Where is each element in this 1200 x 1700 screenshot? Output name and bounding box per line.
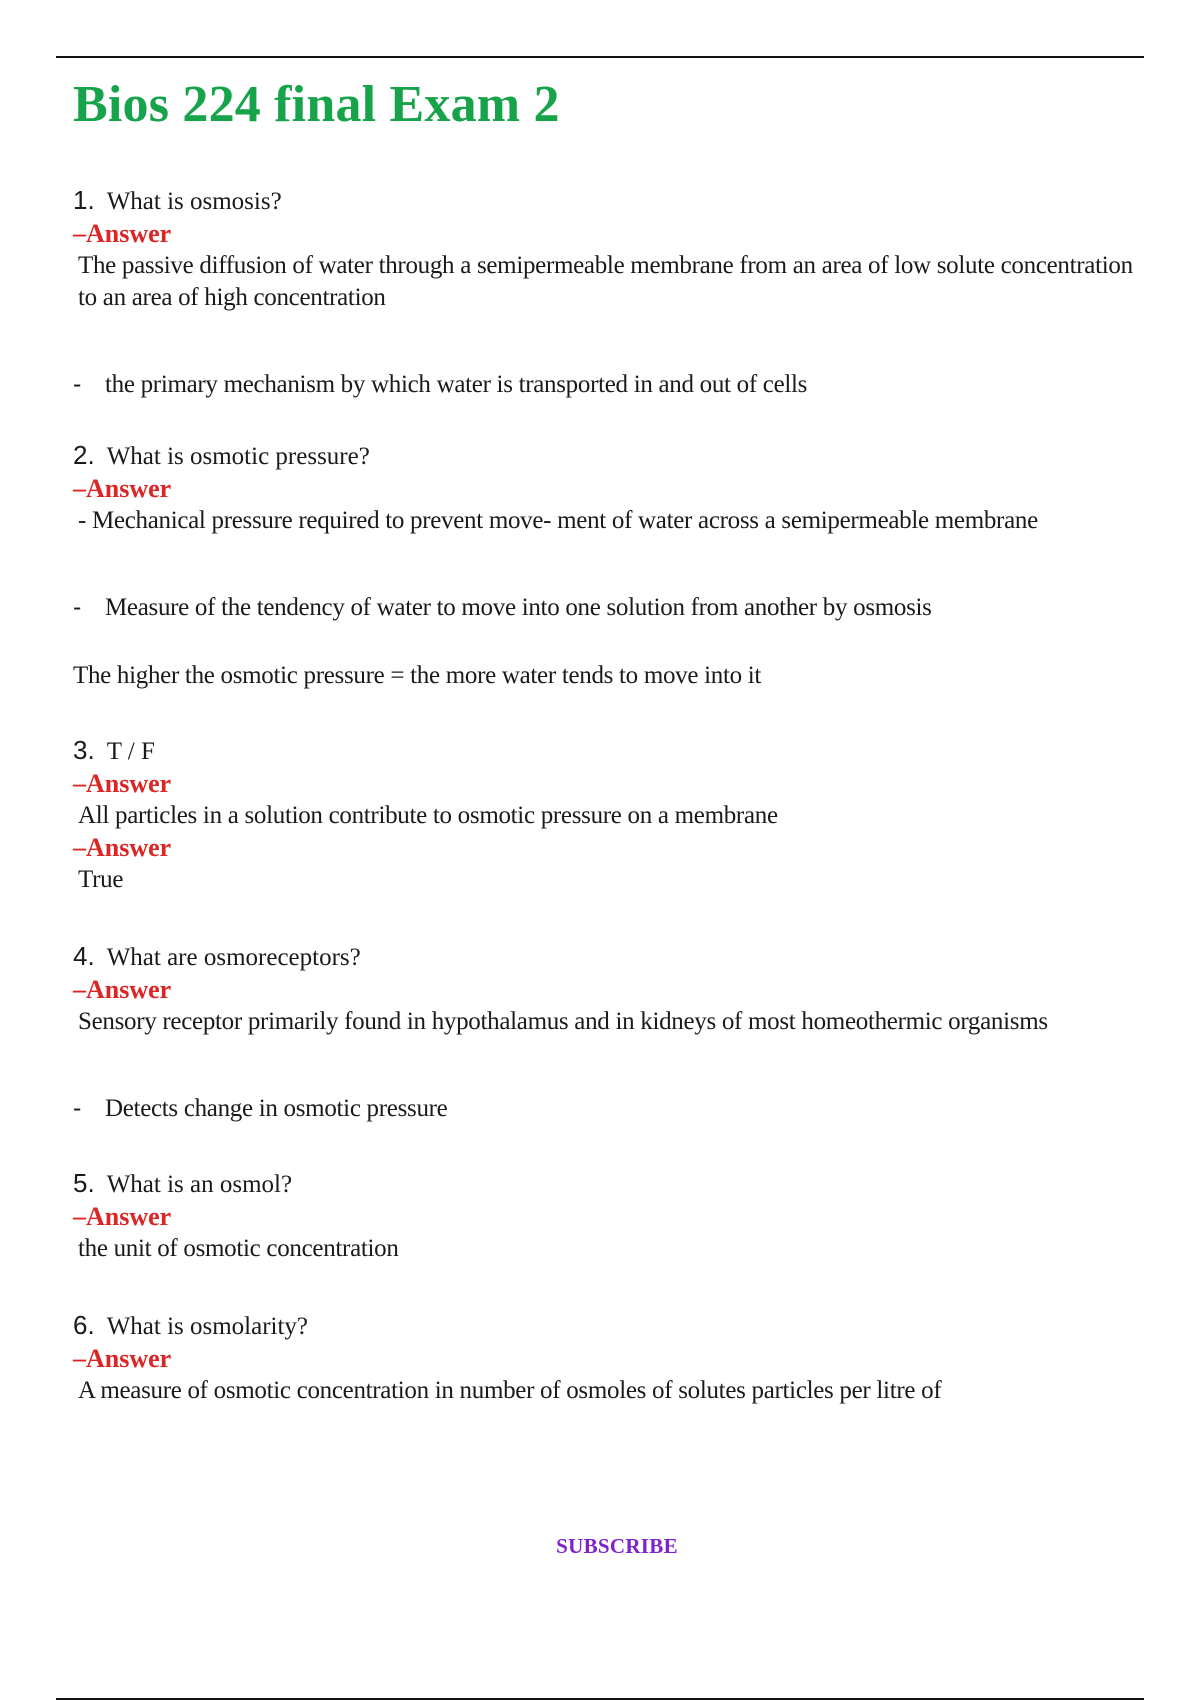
answer-label: –Answer: [73, 474, 172, 503]
question-5-prompt: [73, 1167, 1143, 1201]
document-page: [73, 70, 1143, 1407]
dash-bullet-icon: -: [73, 370, 82, 398]
bullet-text: Detects change in osmotic pressure: [105, 1095, 448, 1122]
question-2: [73, 439, 1143, 692]
question-4: [73, 940, 1143, 1125]
question-number: 6.: [73, 1310, 95, 1340]
question-6: [73, 1309, 1143, 1407]
answer-label: –Answer: [73, 1344, 172, 1373]
question-text: What is osmolarity?: [106, 1313, 309, 1340]
answer-statement: All particles in a solution contribute to osmotic pressure on a membrane: [78, 802, 778, 829]
question-3-prompt: [73, 734, 1143, 768]
answer-label: –Answer: [73, 219, 172, 248]
question-6-prompt: [73, 1309, 1143, 1343]
answer-text: The passive diffusion of water through a semipermeable membrane from an area of low solute concentration to an area of high concentration: [78, 252, 1133, 311]
dash-bullet-icon: -: [73, 593, 82, 621]
answer-note: The higher the osmotic pressure = the more water tends to move into it: [73, 662, 762, 689]
answer-label: –Answer: [73, 769, 172, 798]
answer-label: –Answer: [73, 1202, 172, 1231]
subscribe-link[interactable]: SUBSCRIBE: [556, 1534, 678, 1558]
answer-text: the unit of osmotic concentration: [78, 1235, 399, 1262]
answer-label: –Answer: [73, 975, 172, 1004]
answer-label: –Answer: [73, 833, 172, 862]
answer-text: A measure of osmotic concentration in number of osmoles of solutes particles per litre of: [78, 1377, 942, 1404]
answer-text: True: [78, 866, 124, 893]
question-number: 5.: [73, 1168, 95, 1198]
question-5: [73, 1167, 1143, 1265]
answer-bullet: [73, 1092, 1143, 1125]
dash-bullet-icon: -: [73, 1094, 82, 1122]
question-text: What is osmosis?: [106, 188, 282, 215]
question-number: 4.: [73, 941, 95, 971]
question-number: 3.: [73, 735, 95, 765]
answer-bullet: [73, 368, 1143, 401]
top-rule: [56, 56, 1144, 58]
question-number: 2.: [73, 440, 95, 470]
question-2-prompt: [73, 439, 1143, 473]
question-1: [73, 184, 1143, 401]
question-4-prompt: [73, 940, 1143, 974]
answer-text: - Mechanical pressure required to prevent move- ment of water across a semipermeable membrane: [78, 507, 1038, 534]
question-text: What is osmotic pressure?: [106, 443, 370, 470]
page-title: Bios 224 final Exam 2: [73, 76, 560, 133]
bullet-text: the primary mechanism by which water is transported in and out of cells: [105, 371, 808, 398]
question-number: 1.: [73, 185, 95, 215]
question-list: [73, 184, 1143, 1407]
answer-text: Sensory receptor primarily found in hypothalamus and in kidneys of most homeothermic organisms: [78, 1008, 1048, 1035]
question-text: What are osmoreceptors?: [106, 944, 361, 971]
question-text: What is an osmol?: [106, 1171, 293, 1198]
question-text: T / F: [106, 738, 155, 765]
question-1-prompt: [73, 184, 1143, 218]
question-3: [73, 734, 1143, 896]
answer-bullet: [73, 591, 1143, 624]
bullet-text: Measure of the tendency of water to move into one solution from another by osmosis: [105, 594, 932, 621]
